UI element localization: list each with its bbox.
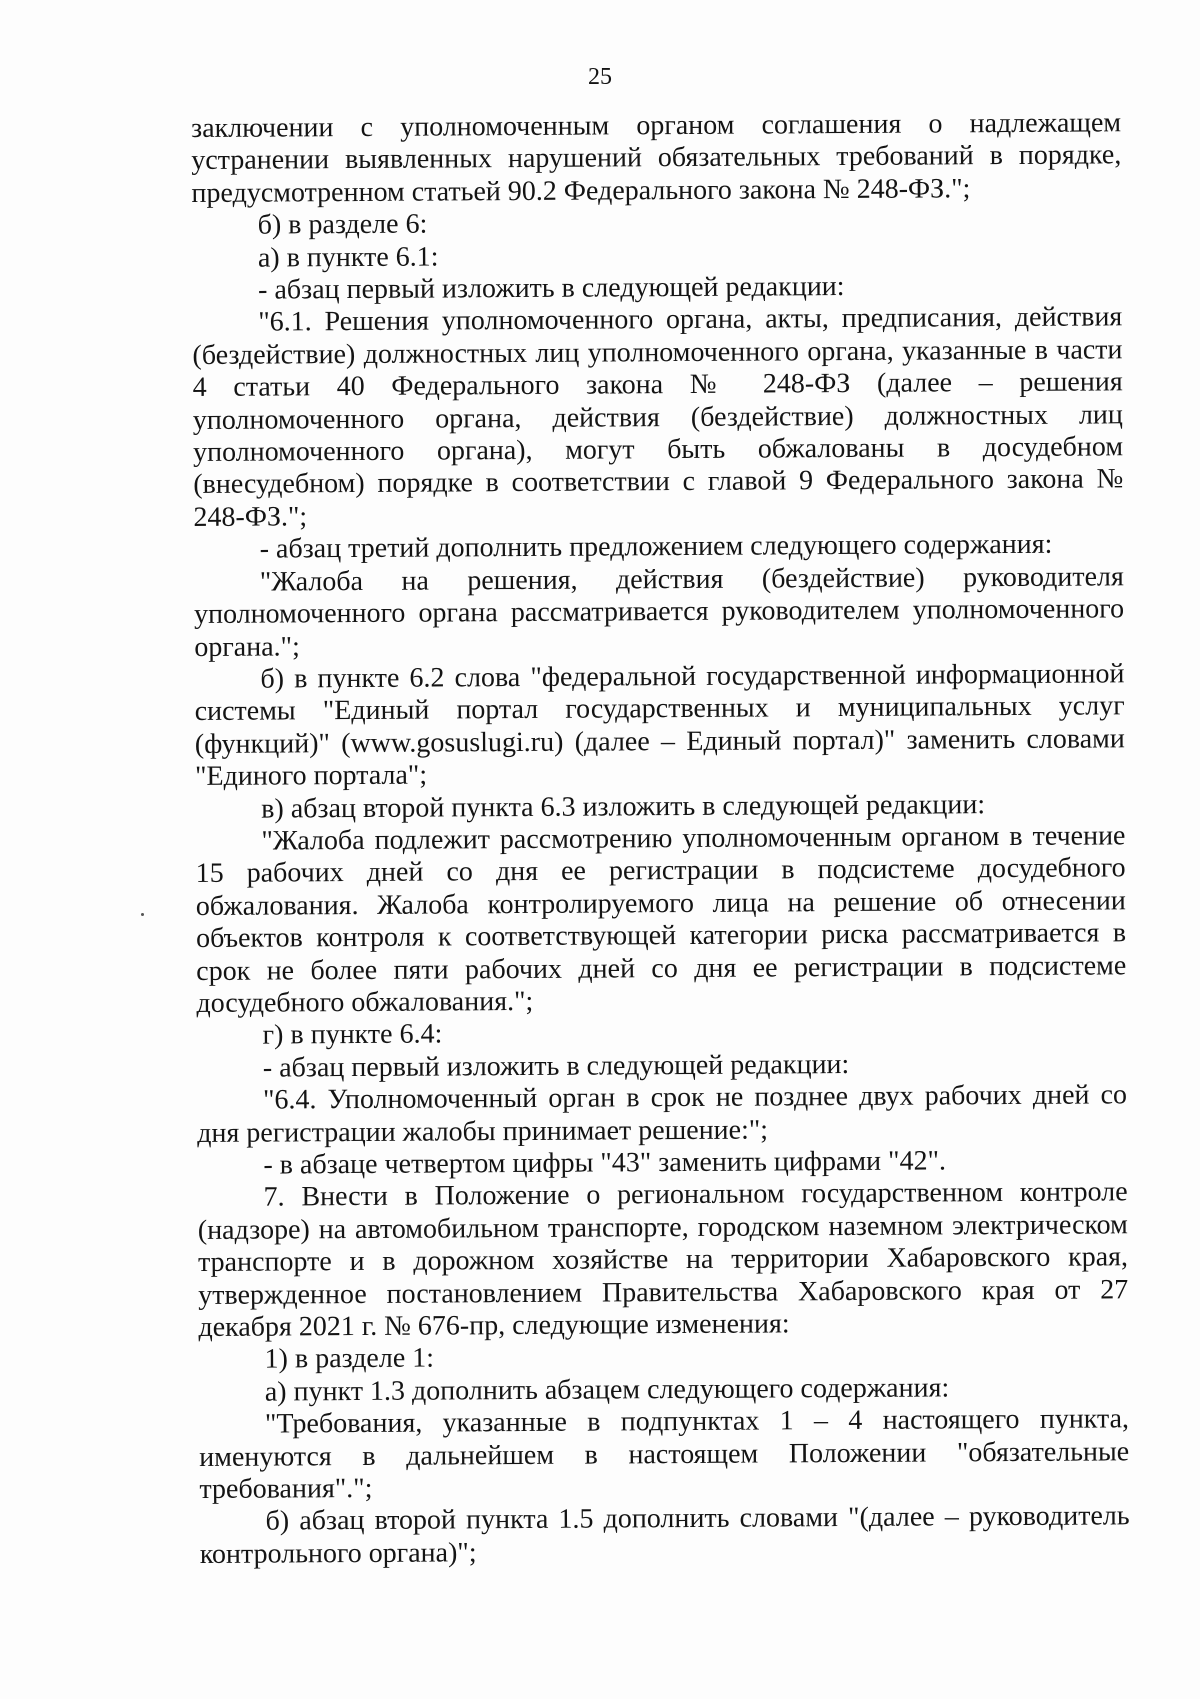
page-number: 25 bbox=[588, 64, 612, 90]
paragraph-5: "6.1. Решения уполномоченного органа, акты, предписания, действия (бездействие) должностных лиц уполномоченного органа, указанные в части 4 статьи 40 Федерального закона № 248-ФЗ (далее – решения уполномоченного органа, действия (бездействие) должностных лиц уполномоченного органа), могут быть обжалованы в досудебном (внесудебном) порядке в соответствии с главой 9 Федерального закона № 248-ФЗ."; bbox=[192, 301, 1124, 533]
margin-speck bbox=[141, 913, 144, 916]
paragraph-4: - абзац первый изложить в следующей редакции: bbox=[257, 271, 845, 306]
paragraph-2: б) в разделе 6: bbox=[257, 208, 428, 241]
paragraph-7: "Жалоба на решения, действия (бездействие) руководителя уполномоченного органа рассматривается руководителем уполномоченного органа."; bbox=[193, 560, 1125, 663]
paragraph-1: заключении с уполномоченным органом соглашения о надлежащем устранении выявленных нарушений обязательных требований в порядке, предусмотренном статьей 90.2 Федерального закона № 248-ФЗ."; bbox=[191, 107, 1122, 209]
paragraph-6: - абзац третий дополнить предложением следующего содержания: bbox=[259, 529, 1053, 565]
paragraph-11: г) в пункте 6.4: bbox=[262, 1018, 443, 1051]
paragraph-15: 7. Внести в Положение о региональном государственном контроле (надзоре) на автомобильном транспорте, городском наземном электрическом транспорте и в дорожном хозяйстве на территории Хабаровского края, утвержденное постановлением Правительства Хабаровского края от 27 декабря 2021 г. № 676-пр, следующие изменения: bbox=[197, 1176, 1129, 1344]
document-body bbox=[191, 107, 1130, 1571]
paragraph-19: б) абзац второй пункта 1.5 дополнить словами "(далее – руководитель контрольного органа)"; bbox=[199, 1500, 1130, 1570]
paragraph-12: - абзац первый изложить в следующей редакции: bbox=[262, 1048, 850, 1084]
paragraph-8: б) в пункте 6.2 слова "федеральной государственной информационной системы "Единый портал государственных и муниципальных услуг (функций)" (www.gosuslugi.ru) (далее – Единый портал)" заменить словами "Единого портала"; bbox=[194, 658, 1125, 793]
paragraph-14: - в абзаце четвертом цифры "43" заменить цифрами "42". bbox=[263, 1145, 947, 1181]
paragraph-17: а) пункт 1.3 дополнить абзацем следующего содержания: bbox=[264, 1372, 950, 1408]
paragraph-9: в) абзац второй пункта 6.3 изложить в следующей редакции: bbox=[261, 788, 986, 825]
paragraph-13: "6.4. Уполномоченный орган в срок не позднее двух рабочих дней со дня регистрации жалобы принимает решение:"; bbox=[197, 1079, 1128, 1149]
paragraph-16: 1) в разделе 1: bbox=[264, 1342, 435, 1376]
paragraph-18: "Требования, указанные в подпунктах 1 – 4 настоящего пункта, именуются в дальнейшем в настоящем Положении "обязательные требования"."; bbox=[199, 1403, 1130, 1506]
paragraph-10: "Жалоба подлежит рассмотрению уполномоченным органом в течение 15 рабочих дней со дня ее регистрации в подсистеме досудебного обжалования. Жалоба контролируемого лица на решение об отнесении объектов контроля к соответствующей категории риска рассматривается в срок не более пяти рабочих дней со дня ее регистрации в подсистеме досудебного обжалования."; bbox=[195, 820, 1127, 1019]
paragraph-3: а) в пункте 6.1: bbox=[257, 241, 439, 274]
